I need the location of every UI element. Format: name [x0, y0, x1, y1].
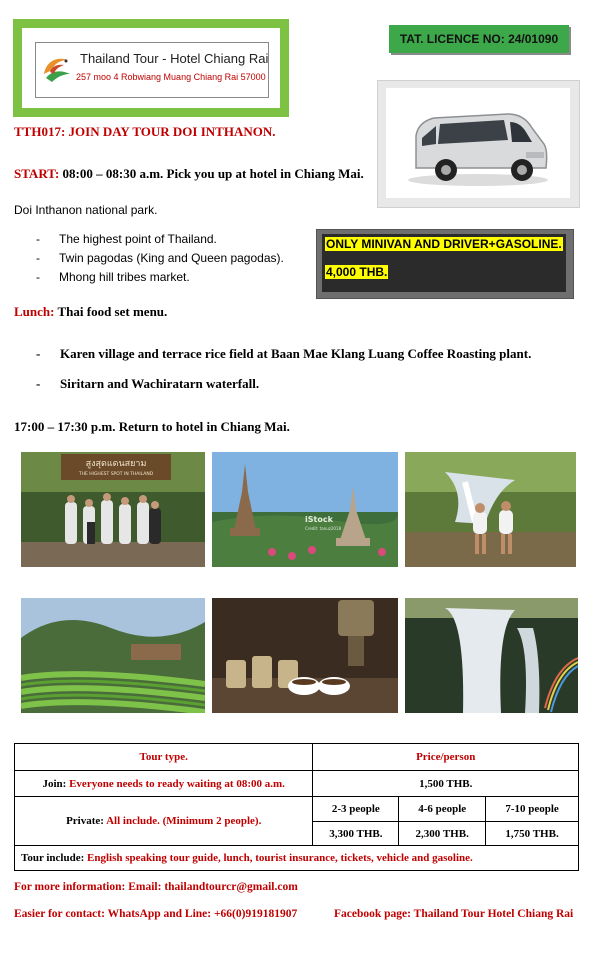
minivan-image [386, 88, 570, 198]
minivan-offer-line2 [325, 264, 388, 280]
photo-coffee-cups [212, 598, 398, 713]
price-row-include [15, 846, 579, 871]
group-price: 2,300 THB. [399, 822, 486, 846]
afternoon-text: Karen village and terrace rice field at Baan Mae Klang Luang Coffee Roasting plant. [60, 346, 532, 361]
start-text: 08:00 – 08:30 a.m. Pick you up at hotel in Chiang Mai. [62, 166, 364, 181]
logo-address: 257 moo 4 Robwiang Muang Chiang Rai 57000 [76, 72, 266, 82]
lunch-label: Lunch: [14, 304, 55, 319]
afternoon-item: - Siritarn and Wachiratarn waterfall. [36, 376, 260, 391]
minivan-offer-price: 4,000 THB. [326, 265, 388, 279]
footer-facebook: Facebook page: Thailand Tour Hotel Chiang Rai [334, 908, 574, 920]
join-cell [15, 771, 313, 797]
private-label: Private: [66, 815, 104, 827]
private-cell [15, 797, 313, 846]
van-photo [386, 88, 570, 198]
start-label: START: [14, 166, 60, 181]
photo-twin-pagodas [212, 452, 398, 567]
summit-sign-text: สูงสุดแดนสยาม [85, 459, 147, 469]
join-label: Join: [42, 777, 67, 790]
minivan-offer-line1 [325, 236, 563, 252]
group-price: 1,750 THB. [486, 822, 579, 846]
photo-summit-group [21, 452, 205, 567]
price-row-private-groups [15, 797, 579, 822]
start-line [14, 166, 364, 182]
photo-rice-terrace [21, 598, 205, 713]
highlight-text: Twin pagodas (King and Queen pagodas). [59, 251, 284, 265]
afternoon-text: Siritarn and Wachiratarn waterfall. [60, 376, 260, 391]
summit-sign-subtext: THE HIGHEST SPOT IN THAILAND [78, 472, 154, 477]
footer-email: For more information: Email: thailandtourcr@gmail.com [14, 881, 298, 893]
highlight-item: - Mhong hill tribes market. [36, 270, 190, 284]
price-row-join [15, 771, 579, 797]
lunch-line [14, 304, 167, 320]
price-table [14, 743, 579, 871]
footer-contact: Easier for contact: WhatsApp and Line: +66(0)919181907 [14, 908, 298, 920]
minivan-offer-text: ONLY MINIVAN AND DRIVER+GASOLINE. [326, 237, 562, 251]
licence-badge: TAT. LICENCE NO: 24/01090 [389, 25, 569, 53]
group-size: 2-3 people [313, 797, 399, 822]
private-text: All include. (Minimum 2 people). [106, 815, 262, 827]
highlight-item: - Twin pagodas (King and Queen pagodas). [36, 251, 284, 265]
istock-watermark: iStock [305, 515, 333, 524]
photo-waterfall-couple [405, 452, 576, 567]
join-price: 1,500 THB. [313, 771, 579, 797]
tour-title-text: TTH017: JOIN DAY TOUR DOI INTHANON. [14, 124, 276, 139]
include-text: English speaking tour guide, lunch, tourist insurance, tickets, vehicle and gasoline. [87, 852, 473, 864]
highlight-text: The highest point of Thailand. [59, 232, 217, 246]
group-price: 3,300 THB. [313, 822, 399, 846]
logo-name: Thailand Tour - Hotel Chiang Rai [80, 51, 269, 66]
park-heading: Doi Inthanon national park. [14, 203, 158, 217]
return-line: 17:00 – 17:30 p.m. Return to hotel in Chiang Mai. [14, 419, 290, 434]
tour-title [14, 124, 276, 140]
logo-bird-icon [40, 52, 74, 86]
istock-credit: Credit: tanuz2018 [305, 526, 342, 531]
highlight-text: Mhong hill tribes market. [59, 270, 190, 284]
group-size: 4-6 people [399, 797, 486, 822]
afternoon-item: - Karen village and terrace rice field at Baan Mae Klang Luang Coffee Roasting plant. [36, 346, 532, 361]
highlight-item: - The highest point of Thailand. [36, 232, 217, 246]
include-cell [15, 846, 579, 871]
lunch-text: Thai food set menu. [57, 304, 168, 319]
join-text: Everyone needs to ready waiting at 08:00 a.m. [69, 777, 285, 790]
header-price-person: Price/person [313, 744, 579, 771]
header-tour-type: Tour type. [15, 744, 313, 771]
include-label: Tour include: [21, 852, 85, 864]
photo-big-waterfall [405, 598, 578, 713]
price-table-header-row [15, 744, 579, 771]
group-size: 7-10 people [486, 797, 579, 822]
